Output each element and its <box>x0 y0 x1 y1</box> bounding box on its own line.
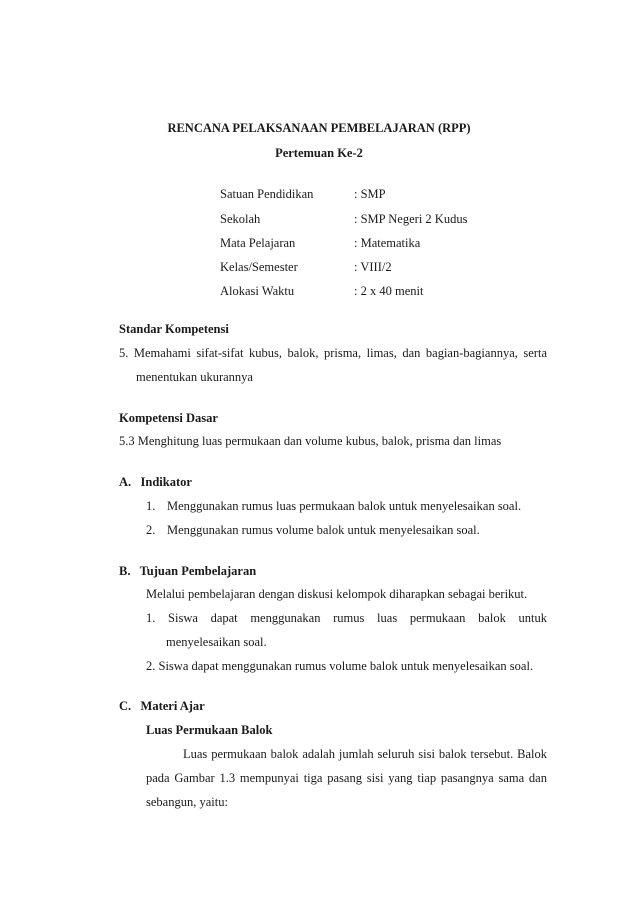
info-label: Satuan Pendidikan <box>220 187 314 201</box>
materi-paragraph-line: Luas permukaan balok adalah jumlah seluruh sisi balok tersebut. Balok <box>183 747 547 761</box>
materi-subheading: Luas Permukaan Balok <box>146 723 273 737</box>
indikator-item-number: 2. <box>146 523 156 537</box>
standar-heading: Standar Kompetensi <box>119 322 229 336</box>
indikator-heading: A. Indikator <box>119 475 192 489</box>
info-value: : SMP <box>354 187 386 201</box>
info-value: : VIII/2 <box>354 260 392 274</box>
info-label: Kelas/Semester <box>220 260 298 274</box>
materi-paragraph-line: sebangun, yaitu: <box>146 795 228 809</box>
document-title: RENCANA PELAKSANAAN PEMBELAJARAN (RPP) <box>167 121 471 135</box>
tujuan-heading: B. Tujuan Pembelajaran <box>119 564 257 578</box>
info-value: : 2 x 40 menit <box>354 284 424 298</box>
standar-line: 5. Memahami sifat-sifat kubus, balok, prisma, limas, dan bagian-bagiannya, serta <box>119 346 547 360</box>
indikator-item-number: 1. <box>146 499 156 513</box>
materi-heading: C. Materi Ajar <box>119 699 205 713</box>
tujuan-item: 1. Siswa dapat menggunakan rumus luas permukaan balok untuk <box>146 611 547 625</box>
kompetensi-line: 5.3 Menghitung luas permukaan dan volume kubus, balok, prisma dan limas <box>119 434 502 448</box>
info-value: : SMP Negeri 2 Kudus <box>354 212 468 226</box>
document-subtitle: Pertemuan Ke-2 <box>275 146 363 160</box>
materi-paragraph-line: pada Gambar 1.3 mempunyai tiga pasang sisi yang tiap pasangnya sama dan <box>146 771 547 785</box>
standar-line: menentukan ukurannya <box>136 370 253 384</box>
info-label: Sekolah <box>220 212 261 226</box>
indikator-item-text: Menggunakan rumus volume balok untuk menyelesaikan soal. <box>167 523 480 537</box>
indikator-item-text: Menggunakan rumus luas permukaan balok untuk menyelesaikan soal. <box>167 499 522 513</box>
tujuan-item: menyelesaikan soal. <box>166 635 267 649</box>
tujuan-item: 2. Siswa dapat menggunakan rumus volume balok untuk menyelesaikan soal. <box>146 659 534 673</box>
info-label: Alokasi Waktu <box>220 284 295 298</box>
kompetensi-heading: Kompetensi Dasar <box>119 411 218 425</box>
tujuan-intro: Melalui pembelajaran dengan diskusi kelompok diharapkan sebagai berikut. <box>146 587 528 601</box>
info-value: : Matematika <box>354 236 421 250</box>
info-label: Mata Pelajaran <box>220 236 296 250</box>
